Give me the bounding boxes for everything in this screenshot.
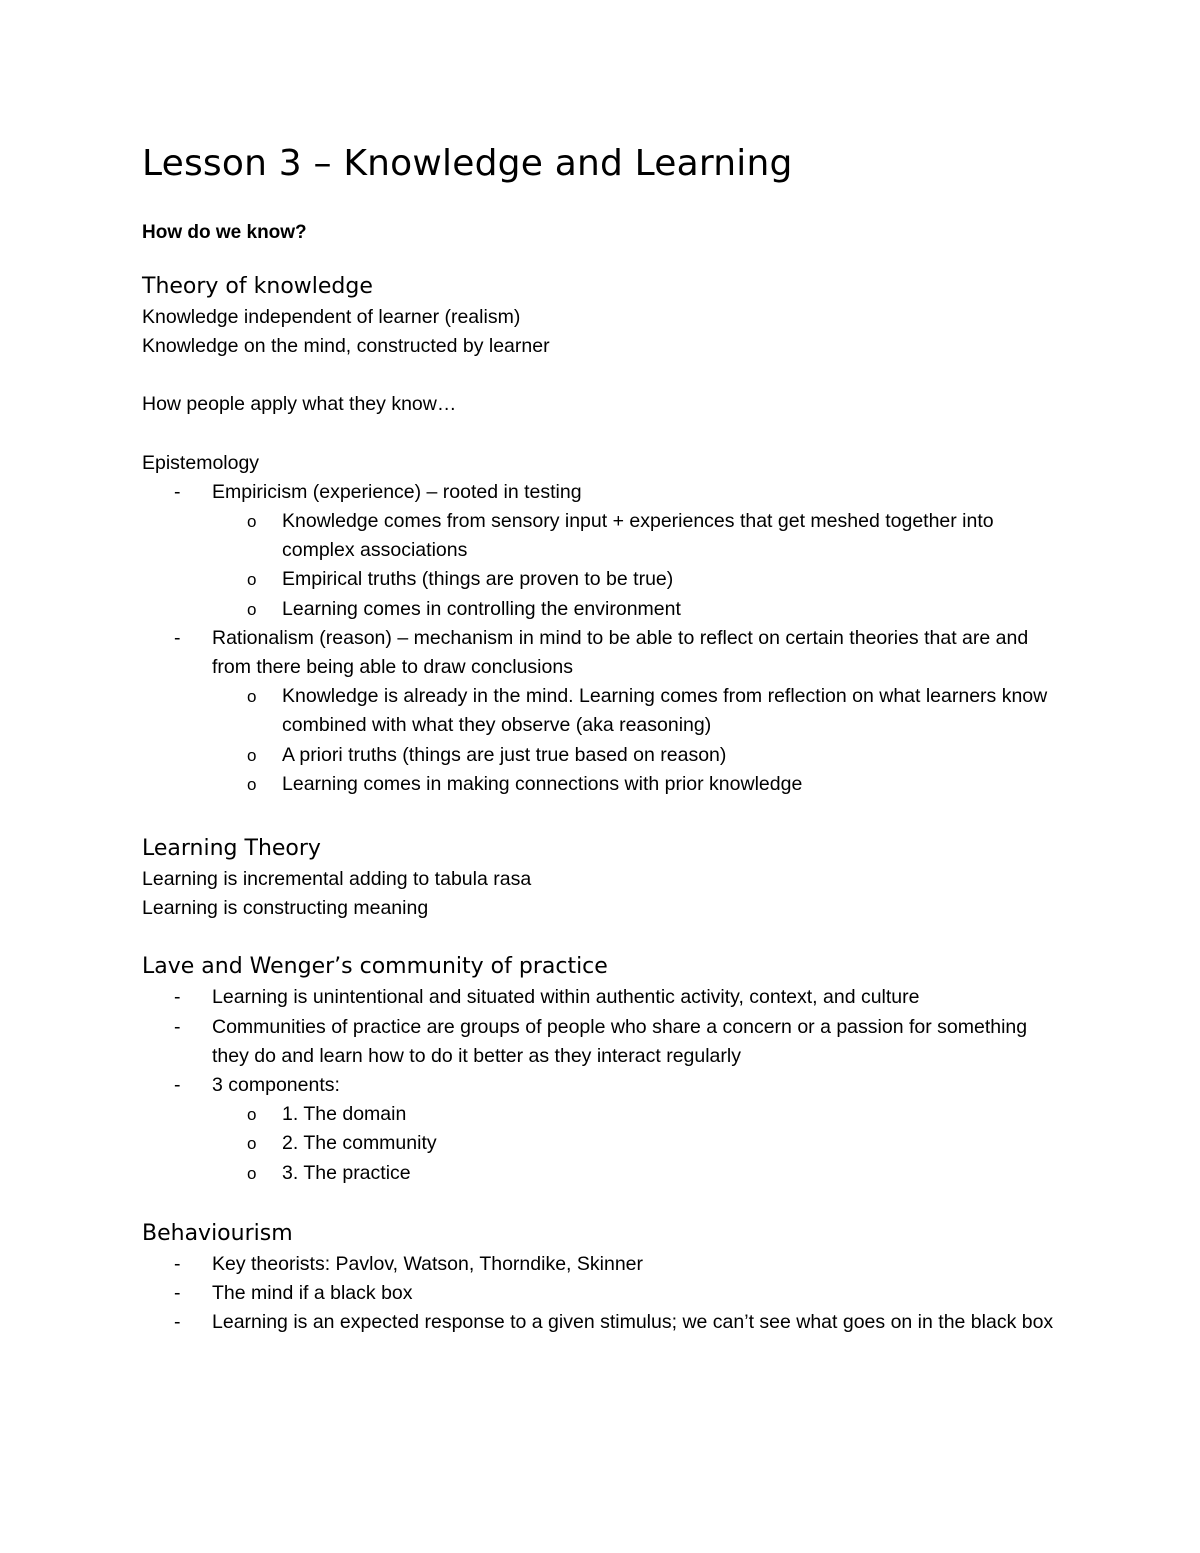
sub-list-item [212,565,1062,594]
sub-list-item-label: Knowledge comes from sensory input + experiences that get meshed together into complex associations [282,510,994,562]
community-list [142,983,1062,1187]
sub-list-item [212,595,1062,624]
dash-bullet: - [174,1252,181,1275]
circle-bullet: o [247,1163,257,1183]
text-line: Learning is incremental adding to tabula rasa [142,868,532,891]
sub-list [212,507,1062,624]
sub-list-item [212,1129,1062,1158]
list-item-label: Empiricism (experience) – rooted in testing [212,480,582,503]
list-item-label: Key theorists: Pavlov, Watson, Thorndike, Skinner [212,1252,643,1275]
list-item [142,1071,1062,1188]
text-line: Knowledge on the mind, constructed by learner [142,335,550,358]
behaviourism-list [142,1250,1062,1338]
heading-epistemology: Epistemology [142,451,260,474]
guiding-question: How do we know? [142,222,307,243]
dash-bullet: - [174,1074,181,1097]
list-item-label: Learning is an expected response to a given stimulus; we can’t see what goes on in the black box [212,1311,1054,1334]
sub-list-item-label: 3. The practice [282,1161,411,1184]
list-item [142,1279,1062,1308]
heading-learning-theory: Learning Theory [142,836,321,862]
list-item-label: Learning is unintentional and situated within authentic activity, context, and culture [212,986,920,1009]
circle-bullet: o [247,745,257,765]
list-item-label: The mind if a black box [212,1282,413,1305]
circle-bullet: o [247,599,257,619]
heading-behaviourism: Behaviourism [142,1220,293,1246]
sub-list-item [212,1159,1062,1188]
text-line: How people apply what they know… [142,393,457,416]
sub-list-item-label: 1. The domain [282,1103,407,1126]
sub-list-item [212,770,1062,799]
list-item [142,983,1062,1012]
dash-bullet: - [174,1282,181,1305]
list-item [142,1308,1062,1337]
document-page [142,140,1062,1337]
sub-list-item-label: Learning comes in controlling the environment [282,597,681,620]
circle-bullet: o [247,1105,257,1125]
sub-list-item-label: Knowledge is already in the mind. Learning comes from reflection on what learners know combined with what they observe (aka reasoning) [282,685,1048,737]
list-item-label: Communities of practice are groups of people who share a concern or a passion for something they do and learn how to do it better as they interact regularly [212,1015,1028,1067]
dash-bullet: - [174,480,181,503]
circle-bullet: o [247,774,257,794]
list-item-label: Rationalism (reason) – mechanism in mind to be able to reflect on certain theories that are and from there being able to draw conclusions [212,626,1029,679]
dash-bullet: - [174,626,181,649]
sub-list [212,1100,1062,1188]
sub-list-item-label: Empirical truths (things are proven to be true) [282,568,674,591]
list-item-label: 3 components: [212,1074,340,1097]
document-title: Lesson 3 – Knowledge and Learning [142,143,793,184]
dash-bullet: - [174,986,181,1009]
list-item [142,1250,1062,1279]
circle-bullet: o [247,1134,257,1154]
epistemology-list [142,478,1062,799]
circle-bullet: o [247,687,257,707]
sub-list-item [212,507,1062,565]
list-item [142,624,1062,799]
sub-list-item [212,682,1062,740]
circle-bullet: o [247,512,257,532]
sub-list-item-label: A priori truths (things are just true based on reason) [282,743,727,766]
sub-list [212,682,1062,799]
dash-bullet: - [174,1015,181,1038]
sub-list-item [212,1100,1062,1129]
sub-list-item-label: Learning comes in making connections with prior knowledge [282,772,803,795]
circle-bullet: o [247,570,257,590]
heading-community-of-practice: Lave and Wenger’s community of practice [142,954,608,980]
dash-bullet: - [174,1311,181,1334]
list-item [142,1013,1062,1071]
text-line: Knowledge independent of learner (realism) [142,306,521,328]
sub-list-item-label: 2. The community [282,1132,437,1155]
list-item [142,478,1062,624]
sub-list-item [212,741,1062,770]
heading-theory-of-knowledge: Theory of knowledge [142,274,373,299]
text-line: Learning is constructing meaning [142,897,429,920]
